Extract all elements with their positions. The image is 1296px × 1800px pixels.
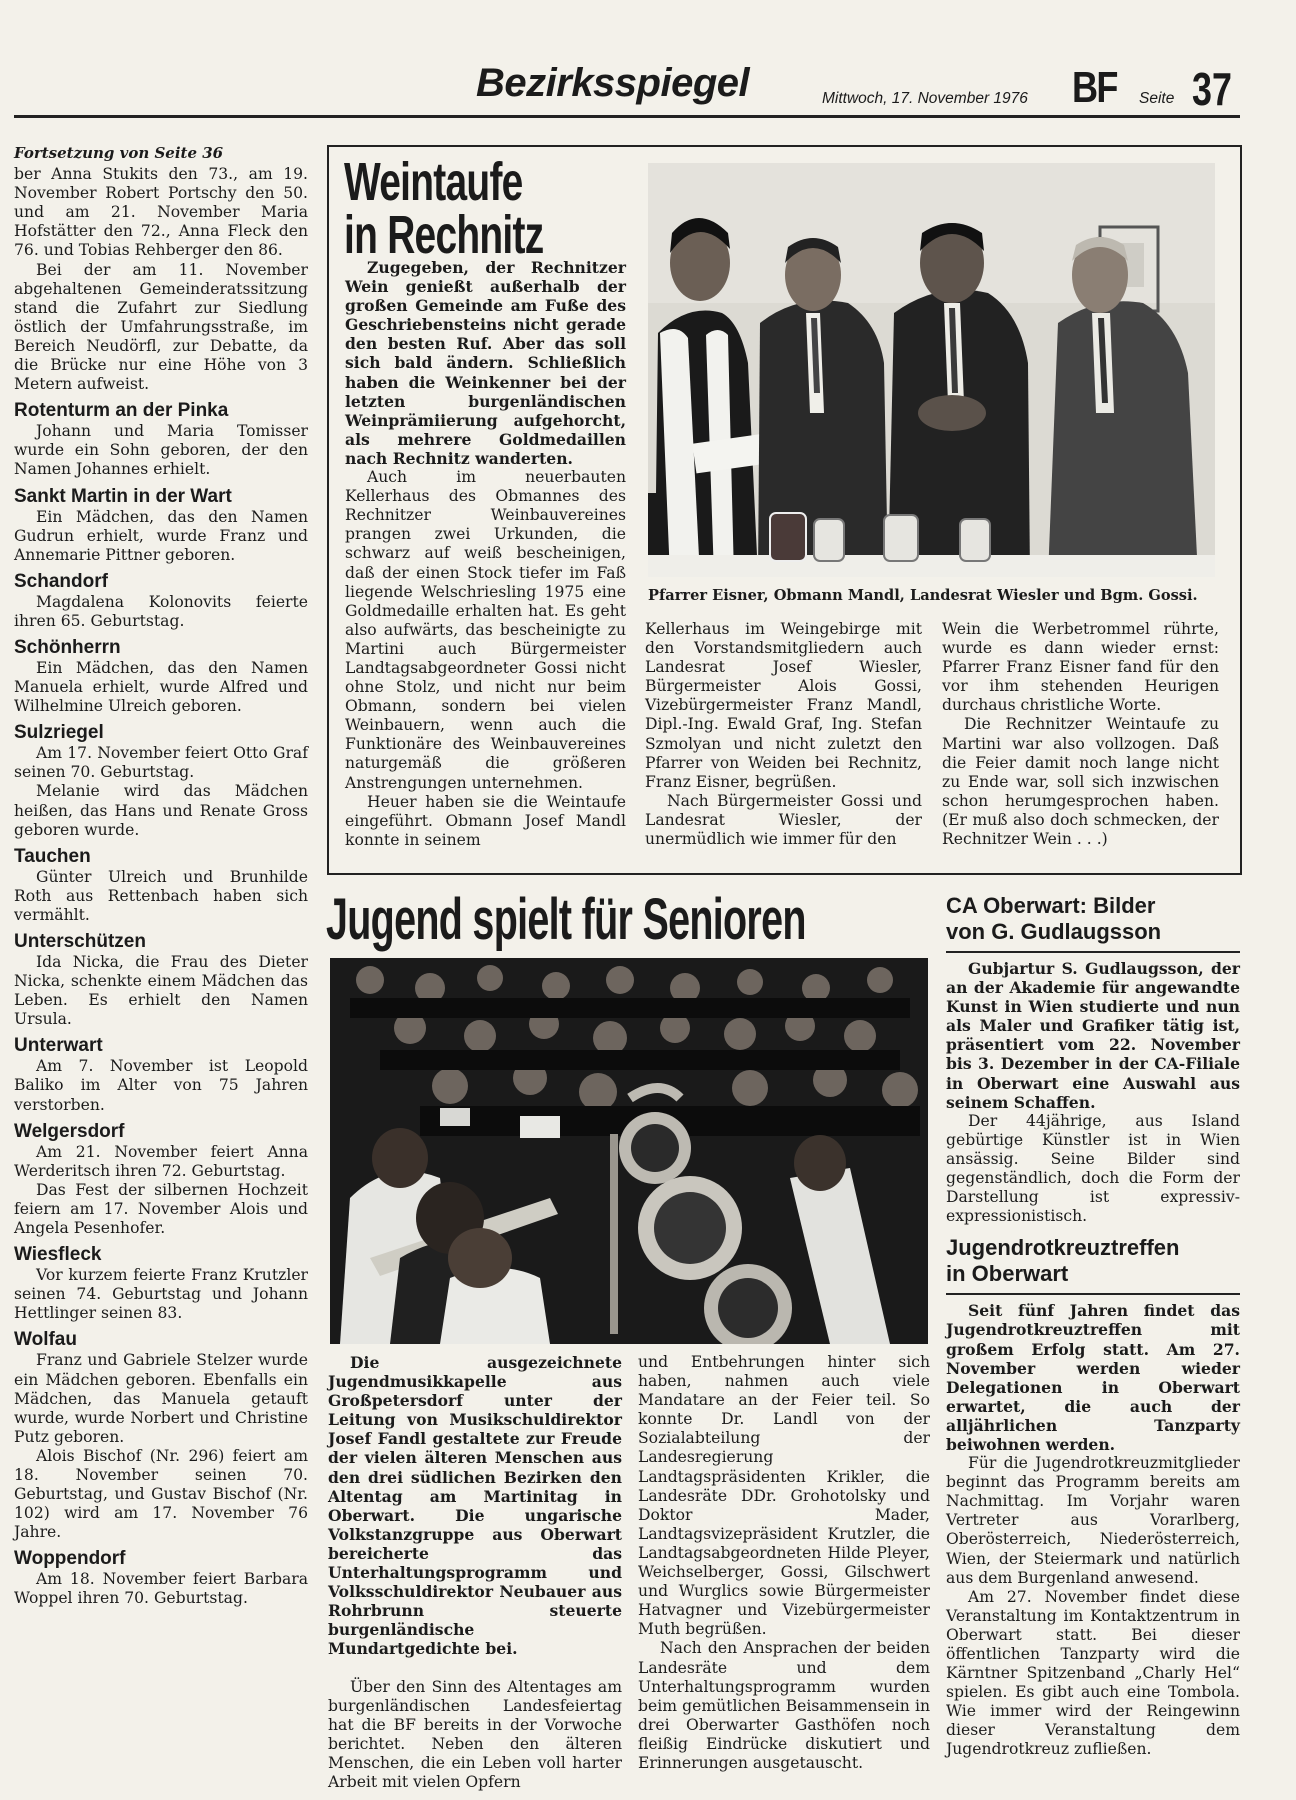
place-heading: Wiesfleck: [14, 1244, 102, 1266]
masthead: [0, 0, 1296, 125]
right-column: [946, 893, 1240, 1760]
entries-list: [14, 400, 308, 1608]
place-heading: Schönherrn: [14, 636, 121, 658]
ca-headline: [946, 893, 1240, 945]
weintaufe-headline-line2: in Rechnitz: [344, 205, 544, 265]
weintaufe-column-3: [942, 620, 1219, 849]
jugend-column-2: [638, 1353, 930, 1773]
jrk-lead: Seit fünf Jahren findet das Jugendrotkreuztreffen mit großem Erfolg statt. Am 27. November werden wieder Delegationen in Oberwart erwartet, die auch der alljährlichen Tanzparty beiwohnen werden.: [946, 1301, 1240, 1454]
entry-paragraph: Am 7. November ist Leopold Baliko im Alter von 75 Jahren verstorben.: [14, 1057, 308, 1114]
continuation-note: Fortsetzung von Seite 36: [14, 144, 224, 162]
entry-paragraph: Das Fest der silbernen Hochzeit feiern am 17. November Alois und Angela Pesenhofer.: [14, 1180, 308, 1238]
weintaufe-headline-line1: Weintaufe: [344, 152, 523, 212]
entry-paragraph: Magdalena Kolonovits feierte ihren 65. Geburtstag.: [14, 592, 308, 630]
entry-paragraph: Melanie wird das Mädchen heißen, das Hans und Renate Gross geboren wurde.: [14, 782, 308, 839]
place-heading: Unterwart: [14, 1035, 103, 1057]
ca-rule: [946, 951, 1240, 953]
weintaufe-col3-paragraph: Wein die Werbetrommel rührte, wurde es dann wieder ernst: Pfarrer Franz Eisner fand für den vor ihm stehenden Heurigen durchaus christliche Worte.: [942, 620, 1219, 715]
ca-body-paragraph: Der 44jährige, aus Island gebürtige Künstler ist in Wien ansässig. Seine Bilder sind gegenständlich, doch die Form der Darstellung ist expressiv-expressionistisch.: [946, 1111, 1240, 1226]
entry-paragraph: Franz und Gabriele Stelzer wurde ein Mädchen geboren. Ebenfalls ein Mädchen, das Manuela getauft wurde, wurde Norbert und Christine Putz geboren.: [14, 1351, 308, 1446]
section-title: Bezirksspiegel: [476, 61, 750, 105]
place-heading: Sulzriegel: [14, 722, 104, 744]
entry-paragraph: Günter Ulreich und Brunhilde Roth aus Rettenbach haben sich vermählt.: [14, 867, 308, 924]
weintaufe-body-paragraph: Heuer haben sie die Weintaufe eingeführt. Obmann Josef Mandl konnte in seinem: [345, 792, 626, 849]
seite-label: Seite: [1139, 90, 1175, 107]
jrk-rule: [946, 1293, 1240, 1295]
weintaufe-photo-caption: Pfarrer Eisner, Obmann Mandl, Landesrat Wiesler und Bgm. Gossi.: [648, 587, 1198, 604]
entry-paragraph: Ida Nicka, die Frau des Dieter Nicka, schenkte einem Mädchen das Leben. Es erhielt den Namen Ursula.: [14, 953, 308, 1029]
entry-paragraph: Am 21. November feiert Anna Werderitsch ihren 72. Geburtstag.: [14, 1142, 308, 1180]
page-number: 37: [1192, 63, 1232, 115]
jugend-photo-illustration: [330, 958, 928, 1344]
place-heading: Rotenturm an der Pinka: [14, 400, 229, 422]
entry-paragraph: Ein Mädchen, das den Namen Gudrun erhielt, wurde Franz und Annemarie Pittner geboren.: [14, 507, 308, 564]
place-heading: Woppendorf: [14, 1548, 126, 1570]
jugend-col2-paragraph: und Entbehrungen hinter sich haben, nahmen auch viele Mandatare an der Feier teil. So konnte Dr. Landl von der Sozialabteilung der Landesregierung Landtagspräsidenten Krikler, die Landesräte DDr. Grohotolsky und Doktor Mader, Landtagsvizepräsident Krutzler, die Landtagsabgeordneten Hilde Pleyer, Weichselberger, Gossi, Gilschwert und Wurglics sowie Bürgermeister Hatvagner und Vizebürgermeister Muth begrüßen.: [638, 1353, 930, 1639]
place-heading: Schandorf: [14, 570, 108, 592]
intro-paragraph: Bei der am 11. November abgehaltenen Gemeinderatssitzung stand die Zufahrt zur Siedlung östlich der Umfahrungsstraße, im Bereich Neudörfl, zur Debatte, da die Brücke nur eine Höhe von 3 Metern aufweist.: [14, 260, 308, 394]
jrk-body-paragraph: Für die Jugendrotkreuzmitglieder beginnt das Programm bereits am Nachmittag. Im Vorjahr waren Vertreter aus Vorarlberg, Oberösterreich, Niederösterreich, Wien, der Steiermark und natürlich aus dem Burgenland anwesend.: [946, 1454, 1240, 1587]
jrk-headline-line2: in Oberwart: [946, 1261, 1069, 1287]
left-column: [14, 144, 308, 1609]
entry-paragraph: Vor kurzem feierte Franz Krutzler seinen 74. Geburtstag und Johann Hettlinger seinen 83.: [14, 1266, 308, 1323]
jugend-photo: [330, 958, 928, 1344]
jugend-column-1: [328, 1353, 622, 1792]
ca-headline-line1: CA Oberwart: Bilder: [946, 893, 1156, 918]
entry-paragraph: Am 18. November feiert Barbara Woppel ihren 70. Geburtstag.: [14, 1570, 308, 1608]
jrk-headline: [946, 1235, 1240, 1287]
weintaufe-col2-paragraph: Kellerhaus im Weingebirge mit den Vorstandsmitgliedern auch Landesrat Josef Wiesler, Bürgermeister Alois Gossi, Vizebürgermeister Franz Mandl, Dipl.-Ing. Ewald Graf, Ing. Stefan Szmolyan und nicht zuletzt den Pfarrer von Weiden bei Rechnitz, Franz Eisner, begrüßen.: [645, 620, 922, 791]
entry-paragraph: Johann und Maria Tomisser wurde ein Sohn geboren, der den Namen Johannes erhielt.: [14, 422, 308, 479]
weintaufe-col3-paragraph: Die Rechnitzer Weintaufe zu Martini war also vollzogen. Daß die Feier damit noch lange nicht zu Ende war, soll sich inzwischen schon herumgesprochen haben. (Er muß also doch schmecken, der Rechnitzer Wein . . .): [942, 715, 1219, 849]
ca-headline-line2: von G. Gudlaugsson: [946, 919, 1162, 944]
jrk-body-paragraph: Am 27. November findet diese Veranstaltung im Kontaktzentrum in Oberwart statt. Bei dieser öffentlichen Tanzparty wird die Kärntner Spitzenband „Charly Hel“ spielen. Es gibt auch eine Tombola. Wie immer wird der Reingewinn dieser Veranstaltung dem Jugendrotkreuz zufließen.: [946, 1587, 1240, 1759]
weintaufe-lead: Zugegeben, der Rechnitzer Wein genießt außerhalb der großen Gemeinde am Fuße des Geschriebensteins nicht gerade den besten Ruf. Aber das soll sich bald ändern. Schließlich haben die Weinkenner bei der letzten burgenländischen Weinprämiierung aufgehorcht, als mehrere Goldmedaillen nach Rechnitz wanderten.: [345, 258, 626, 468]
weintaufe-photo: [648, 163, 1215, 577]
entry-paragraph: Ein Mädchen, das den Namen Manuela erhielt, wurde Alfred und Wilhelmine Ulreich geboren.: [14, 658, 308, 716]
place-heading: Tauchen: [14, 845, 91, 867]
entry-paragraph: Am 17. November feiert Otto Graf seinen 70. Geburtstag.: [14, 744, 308, 782]
weintaufe-column-2: [645, 620, 922, 849]
place-heading: Sankt Martin in der Wart: [14, 485, 232, 507]
jugend-headline: Jugend spielt für Senioren: [326, 887, 806, 952]
weintaufe-headline: [344, 152, 621, 265]
weintaufe-col2-paragraph: Nach Bürgermeister Gossi und Landesrat Wiesler, der unermüdlich wie immer für den: [645, 791, 922, 849]
entry-paragraph: Alois Bischof (Nr. 296) feiert am 18. November seinen 70. Geburtstag, und Gustav Bischof (Nr. 102) wird am 17. November 76 Jahre.: [14, 1446, 308, 1542]
jugend-col2-paragraph: Nach den Ansprachen der beiden Landesräte und dem Unterhaltungsprogramm wurden beim gemütlichen Beisammensein in drei Oberwarter Gasthöfen noch fleißig Eindrücke diskutiert und Erinnerungen ausgetauscht.: [638, 1639, 930, 1772]
place-heading: Unterschützen: [14, 931, 146, 952]
place-heading: Welgersdorf: [14, 1120, 125, 1142]
intro-paragraph: ber Anna Stukits den 73., am 19. November Robert Portschy den 50. und am 21. November Maria Hofstätter den 72., Anna Fleck den 76. und Tobias Rehberger den 86.: [14, 165, 308, 260]
issue-date: Mittwoch, 17. November 1976: [822, 90, 1028, 107]
weintaufe-photo-illustration: [648, 163, 1215, 577]
jrk-headline-line1: Jugendrotkreuztreffen: [946, 1235, 1180, 1261]
weintaufe-body-paragraph: Auch im neuerbauten Kellerhaus des Obmannes des Rechnitzer Weinbauvereines prangen zwei Urkunden, die schwarz auf weiß bescheinigen, daß der einen Stock tiefer im Faß liegende Welschriesling 1975 eine Goldmedaille erhalten hat. Es geht also aufwärts, das bescheinigte zu Martini auch Bürgermeister Landtagsabgeordneter Gossi nicht ohne Stolz, und nicht nur beim Obmann, sondern bei vielen Weinbauern, wenn auch die Funktionäre des Weinbauvereines naturgemäß die größeren Anstrengungen unternehmen.: [345, 468, 626, 792]
masthead-rule: [14, 115, 1240, 118]
jugend-body-paragraph: Über den Sinn des Altentages am burgenländischen Landesfeiertag hat die BF bereits in der Vorwoche berichtet. Neben den älteren Menschen, die ein Leben voll harter Arbeit mit vielen Opfern: [328, 1677, 622, 1791]
ca-lead: Gubjartur S. Gudlaugsson, der an der Akademie für angewandte Kunst in Wien studierte und nun als Maler und Grafiker tätig ist, präsentiert vom 22. November bis 3. Dezember in der CA-Filiale in Oberwart eine Auswahl aus seinem Schaffen.: [946, 959, 1240, 1112]
logo: BF: [1072, 63, 1117, 112]
place-heading: Wolfau: [14, 1329, 77, 1351]
jugend-lead: Die ausgezeichnete Jugendmusikkapelle aus Großpetersdorf unter der Leitung von Musikschuldirektor Josef Fandl gestaltete zur Freude der vielen älteren Menschen aus den drei südlichen Bezirken den Altentag am Martinitag in Oberwart. Die ungarische Volkstanzgruppe aus Oberwart bereicherte das Unterhaltungsprogramm und Volksschuldirektor Neubauer aus Rohrbrunn steuerte burgenländische Mundartgedichte bei.: [328, 1353, 622, 1659]
weintaufe-column-1: [345, 258, 626, 850]
